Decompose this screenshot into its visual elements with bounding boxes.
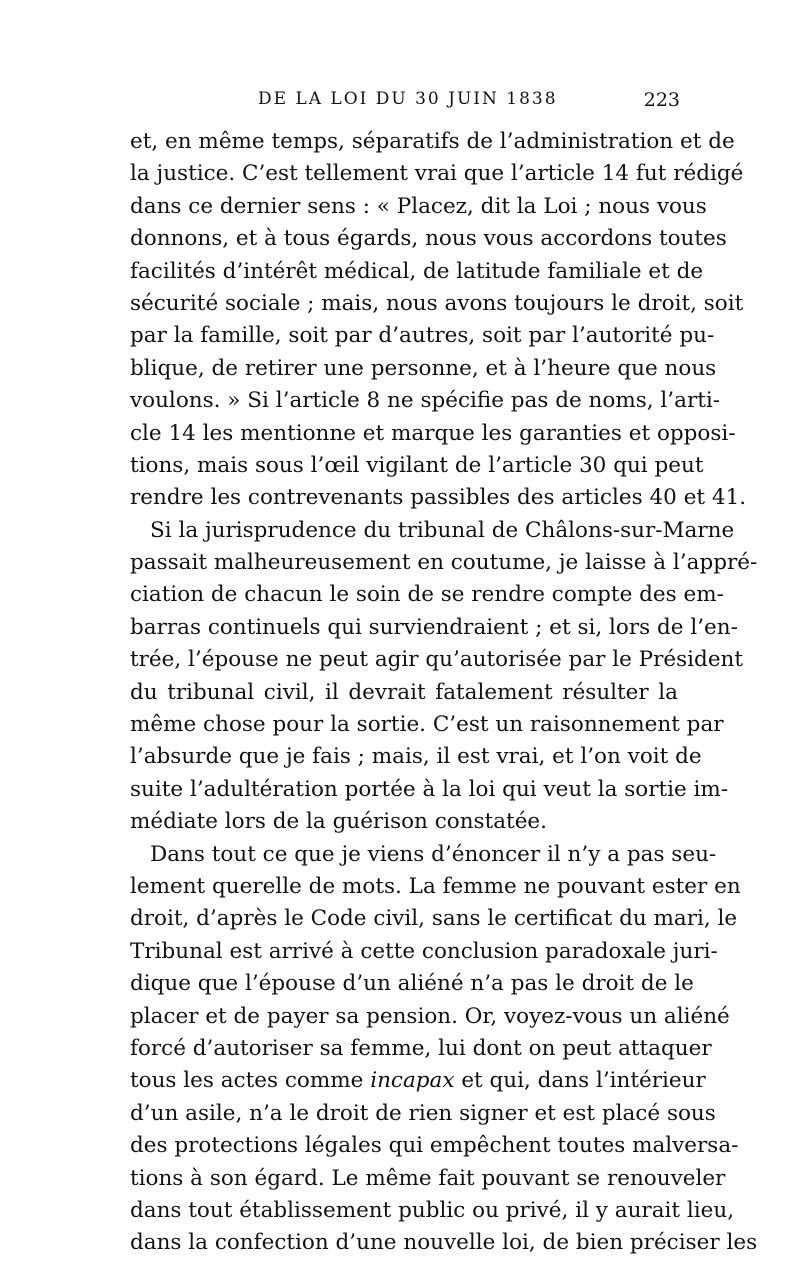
text-line: tions, mais sous l’œil vigilant de l’article 30 qui peut [130,452,704,478]
text-line: rendre les contrevenants passibles des articles 40 et 41. [130,485,747,511]
text-line: Si la jurisprudence du tribunal de Châlons-sur-Marne [150,517,735,543]
text-line: dans tout établissement public ou privé, il y aurait lieu, [130,1197,735,1223]
text-line: dans ce dernier sens : « Placez, dit la Loi ; nous vous [130,193,707,219]
text-line: dans la confection d’une nouvelle loi, de bien préciser les [130,1230,758,1256]
text-line: voulons. » Si l’article 8 ne spécifie pas de noms, l’arti- [130,388,721,414]
text-line: cle 14 les mentionne et marque les garanties et opposi- [130,420,736,446]
running-head [130,89,680,119]
text-line: des protections légales qui empêchent toutes malversa- [130,1133,739,1159]
text-line: barras continuels qui surviendraient ; et si, lors de l’en- [130,614,738,640]
text-line: Tribunal est arrivé à cette conclusion paradoxale juri- [130,938,718,964]
text-line: même chose pour la sortie. C’est un raisonnement par [130,712,724,738]
text-line: Dans tout ce que je viens d’énoncer il n’y a pas seu- [150,841,717,867]
text-line-with-italic [130,1065,706,1097]
text-line: l’absurde que je fais ; mais, il est vrai, et l’on voit de [130,744,702,770]
text-line: tions à son égard. Le même fait pouvant se renouveler [130,1165,726,1191]
line-text-before-italic: tous les actes comme [130,1068,371,1094]
italic-term: incapax [370,1068,455,1094]
page-number: 223 [643,89,680,111]
text-line: dique que l’épouse d’un aliéné n’a pas le droit de le [130,971,694,997]
body-text [130,126,758,1260]
text-line: médiate lors de la guérison constatée. [130,809,547,835]
text-line: sécurité sociale ; mais, nous avons toujours le droit, soit [130,290,744,316]
text-line: facilités d’intérêt médical, de latitude familiale et de [130,258,704,284]
text-line: passait malheureusement en coutume, je laisse à l’appré- [130,550,758,576]
text-line: blique, de retirer une personne, et à l’heure que nous [130,355,717,381]
text-line: droit, d’après le Code civil, sans le certificat du mari, le [130,906,738,932]
text-line: par la famille, soit par d’autres, soit par l’autorité pu- [130,323,715,349]
running-title: DE LA LOI DU 30 JUIN 1838 [258,89,558,109]
text-line: placer et de payer sa pension. Or, voyez-vous un aliéné [130,1003,730,1029]
text-line: suite l’adultération portée à la loi qui veut la sortie im- [130,776,729,802]
line-text-after-italic: et qui, dans l’intérieur [454,1068,706,1094]
text-line: et, en même temps, séparatifs de l’administration et de [130,129,735,154]
text-line: donnons, et à tous égards, nous vous accordons toutes [130,226,727,252]
text-line: ciation de chacun le soin de se rendre compte des em- [130,582,724,608]
text-line: forcé d’autoriser sa femme, lui dont on peut attaquer [130,1035,712,1061]
text-line: lement querelle de mots. La femme ne pouvant ester en [130,873,741,899]
text-line: du tribunal civil, il devrait fatalement résulter la [130,679,678,705]
text-line: d’un asile, n’a le droit de rien signer et est placé sous [130,1100,716,1126]
text-line: la justice. C’est tellement vrai que l’article 14 fut rédigé [130,161,744,187]
text-line: trée, l’épouse ne peut agir qu’autorisée par le Président [130,647,744,673]
